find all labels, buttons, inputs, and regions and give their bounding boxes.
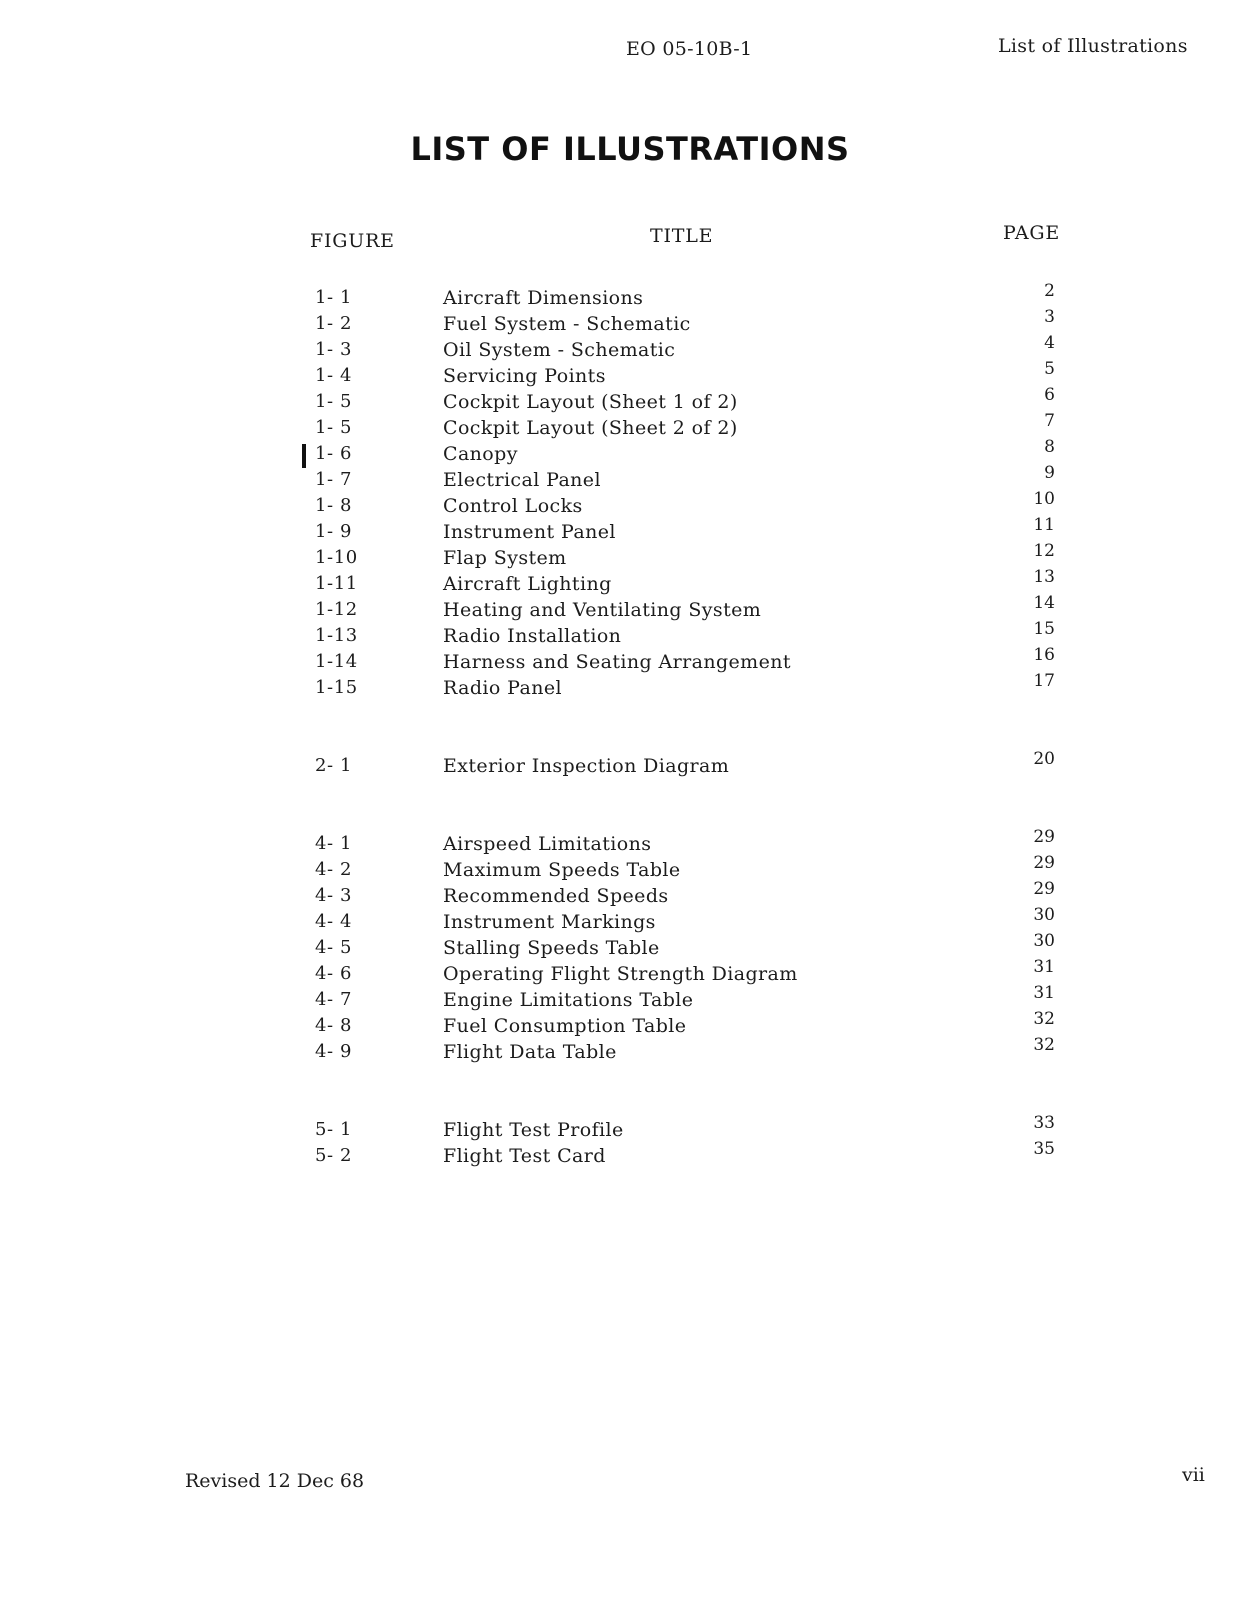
figure-number: 1- 5 <box>315 417 353 438</box>
figure-title: Flap System <box>443 547 567 569</box>
figure-title: Aircraft Dimensions <box>443 287 644 309</box>
column-header-figure: FIGURE <box>310 230 395 252</box>
figure-title: Fuel System - Schematic <box>443 313 691 335</box>
list-item <box>0 1113 1250 1145</box>
figure-title: Aircraft Lighting <box>443 573 612 595</box>
list-item <box>0 931 1250 963</box>
figure-page: 29 <box>1033 827 1055 847</box>
list-item <box>0 671 1250 703</box>
figure-title: Flight Test Profile <box>443 1119 624 1141</box>
section-name: List of Illustrations <box>998 35 1188 57</box>
figure-title: Recommended Speeds <box>443 885 669 907</box>
figure-number: 1- 9 <box>315 521 353 542</box>
list-item <box>0 489 1250 521</box>
figure-page: 29 <box>1033 853 1055 873</box>
list-item <box>0 281 1250 313</box>
figure-title: Radio Panel <box>443 677 563 699</box>
figure-number: 5- 1 <box>315 1119 353 1140</box>
figure-title: Airspeed Limitations <box>443 833 652 855</box>
figure-number: 4- 7 <box>315 989 353 1010</box>
figure-title: Stalling Speeds Table <box>443 937 660 959</box>
list-item <box>0 437 1250 469</box>
list-item <box>0 957 1250 989</box>
list-item <box>0 385 1250 417</box>
figure-number: 1-13 <box>315 625 358 646</box>
list-item <box>0 1139 1250 1171</box>
figure-title: Servicing Points <box>443 365 606 387</box>
figure-title: Electrical Panel <box>443 469 601 491</box>
list-item <box>0 567 1250 599</box>
figure-page: 30 <box>1033 931 1055 951</box>
list-item <box>0 645 1250 677</box>
list-item <box>0 359 1250 391</box>
figure-number: 1-10 <box>315 547 358 568</box>
figure-page: 16 <box>1033 645 1055 665</box>
figure-page: 32 <box>1033 1009 1055 1029</box>
figure-page: 17 <box>1033 671 1055 691</box>
figure-page: 33 <box>1033 1113 1055 1133</box>
document-number: EO 05-10B-1 <box>626 38 753 60</box>
figure-title: Canopy <box>443 443 518 465</box>
figure-page: 11 <box>1033 515 1055 535</box>
figure-page: 7 <box>1044 411 1055 431</box>
figure-number: 2- 1 <box>315 755 353 776</box>
list-item <box>0 827 1250 859</box>
figure-page: 4 <box>1044 333 1055 353</box>
list-item <box>0 1009 1250 1041</box>
figure-title: Flight Test Card <box>443 1145 606 1167</box>
list-item <box>0 541 1250 573</box>
figure-title: Operating Flight Strength Diagram <box>443 963 798 985</box>
figure-title: Harness and Seating Arrangement <box>443 651 791 673</box>
list-item <box>0 853 1250 885</box>
figure-number: 4- 4 <box>315 911 353 932</box>
figure-number: 1- 7 <box>315 469 353 490</box>
revision-date: Revised 12 Dec 68 <box>185 1470 365 1492</box>
figure-number: 1-15 <box>315 677 358 698</box>
figure-page: 9 <box>1044 463 1055 483</box>
list-item <box>0 515 1250 547</box>
figure-number: 1-14 <box>315 651 358 672</box>
figure-number: 1-11 <box>315 573 358 594</box>
figure-page: 20 <box>1033 749 1055 769</box>
figure-title: Cockpit Layout (Sheet 1 of 2) <box>443 391 738 413</box>
page-title: LIST OF ILLUSTRATIONS <box>410 130 850 168</box>
figure-page: 13 <box>1033 567 1055 587</box>
list-item <box>0 307 1250 339</box>
figure-page: 8 <box>1044 437 1055 457</box>
page-number: vii <box>1182 1464 1205 1486</box>
change-bar <box>302 444 306 468</box>
list-item <box>0 879 1250 911</box>
figure-number: 1- 3 <box>315 339 353 360</box>
figure-title: Radio Installation <box>443 625 622 647</box>
list-item <box>0 1035 1250 1067</box>
figure-page: 31 <box>1033 983 1055 1003</box>
figure-number: 1- 5 <box>315 391 353 412</box>
figure-page: 10 <box>1033 489 1055 509</box>
figure-title: Flight Data Table <box>443 1041 617 1063</box>
list-item <box>0 905 1250 937</box>
figure-title: Control Locks <box>443 495 583 517</box>
list-item <box>0 411 1250 443</box>
figure-page: 30 <box>1033 905 1055 925</box>
figure-page: 31 <box>1033 957 1055 977</box>
list-item <box>0 983 1250 1015</box>
figure-number: 4- 3 <box>315 885 353 906</box>
column-header-page: PAGE <box>1003 222 1061 244</box>
figure-number: 4- 5 <box>315 937 353 958</box>
figure-number: 1- 4 <box>315 365 353 386</box>
figure-page: 6 <box>1044 385 1055 405</box>
figure-number: 1- 2 <box>315 313 353 334</box>
figure-number: 1-12 <box>315 599 358 620</box>
figure-page: 35 <box>1033 1139 1055 1159</box>
figure-number: 1- 6 <box>315 443 353 464</box>
list-item <box>0 619 1250 651</box>
figure-number: 4- 8 <box>315 1015 353 1036</box>
figure-page: 12 <box>1033 541 1055 561</box>
figure-number: 4- 2 <box>315 859 353 880</box>
figure-number: 1- 1 <box>315 287 353 308</box>
figure-title: Exterior Inspection Diagram <box>443 755 730 777</box>
column-header-title: TITLE <box>650 225 714 247</box>
figure-page: 32 <box>1033 1035 1055 1055</box>
figure-title: Fuel Consumption Table <box>443 1015 687 1037</box>
figure-title: Heating and Ventilating System <box>443 599 762 621</box>
figure-page: 3 <box>1044 307 1055 327</box>
figure-number: 4- 1 <box>315 833 353 854</box>
list-item <box>0 463 1250 495</box>
figure-page: 14 <box>1033 593 1055 613</box>
figure-title: Oil System - Schematic <box>443 339 676 361</box>
list-item <box>0 593 1250 625</box>
figure-title: Instrument Panel <box>443 521 616 543</box>
list-item <box>0 749 1250 781</box>
figure-title: Engine Limitations Table <box>443 989 694 1011</box>
figure-number: 5- 2 <box>315 1145 353 1166</box>
figure-number: 4- 9 <box>315 1041 353 1062</box>
figure-page: 5 <box>1044 359 1055 379</box>
figure-title: Instrument Markings <box>443 911 656 933</box>
figure-page: 29 <box>1033 879 1055 899</box>
list-item <box>0 333 1250 365</box>
figure-page: 2 <box>1044 281 1055 301</box>
figure-number: 1- 8 <box>315 495 353 516</box>
figure-title: Maximum Speeds Table <box>443 859 681 881</box>
figure-page: 15 <box>1033 619 1055 639</box>
figure-title: Cockpit Layout (Sheet 2 of 2) <box>443 417 738 439</box>
figure-number: 4- 6 <box>315 963 353 984</box>
